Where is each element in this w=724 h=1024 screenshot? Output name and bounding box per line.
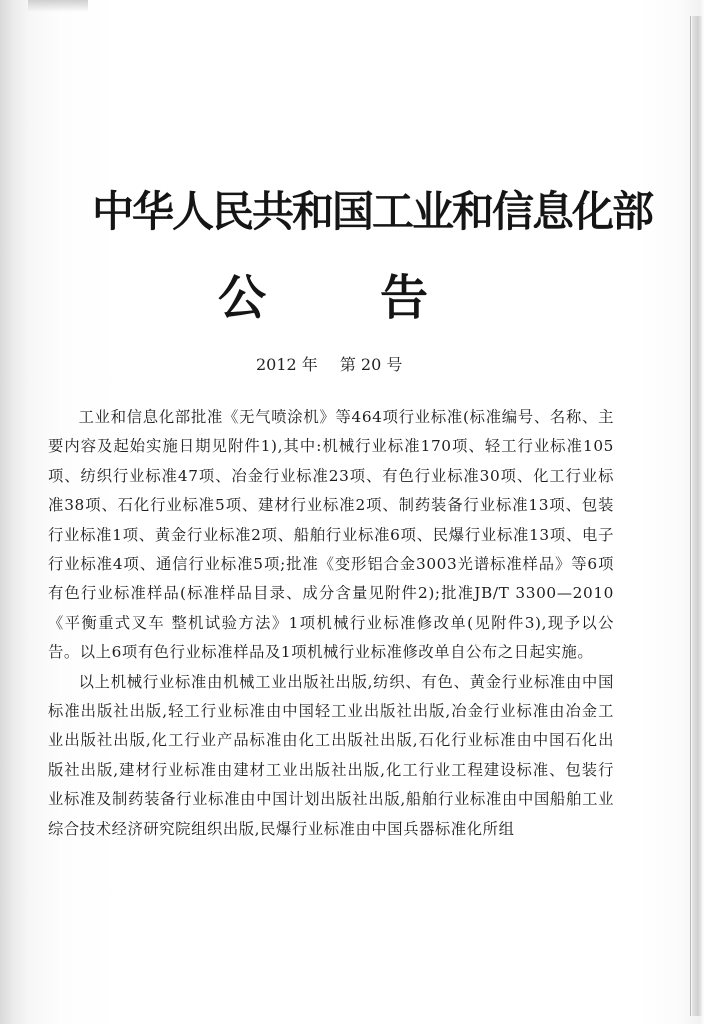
document-number [256,353,402,377]
page-corner-shadow [28,0,88,12]
announcement-char-1: 公 [218,270,267,326]
issuer-title: 中华人民共和国工业和信息化部 [92,187,653,236]
page-edge-shadow [692,16,702,1016]
body-paragraph-1: 工业和信息化部批准《无气喷涂机》等464项行业标准(标准编号、名称、主要内容及起始实施日期见附件1),其中:机械行业标准170项、轻工行业标准105项、纺织行业标准47项、冶金行业标准23项、有色行业标准30项、化工行业标准38项、石化行业标准5项、建材行业标准2项、制药装备行业标准13项、包装行业标准1项、黄金行业标准2项、船舶行业标准6项、民爆行业标准13项、电子行业标准4项、通信行业标准5项;批准《变形铝合金3003光谱标准样品》等6项有色行业标准样品(标准样品目录、成分含量见附件2);批准JB/T 3300—2010《平衡重式叉车 整机试验方法》1项机械行业标准修改单(见附件3),现予以公告。以上6项有色行业标准样品及1项机械行业标准修改单自公布之日起实施。 [48,408,614,662]
announcement-heading [0,268,724,328]
body-paragraph-2: 以上机械行业标准由机械工业出版社出版,纺织、有色、黄金行业标准由中国标准出版社出版,轻工行业标准由中国轻工业出版社出版,冶金行业标准由冶金工业出版社出版,化工行业产品标准由化工出版社出版,石化行业标准由中国石化出版社出版,建材行业标准由建材工业出版社出版,化工行业工程建设标准、包装行业标准及制药装备行业标准由中国计划出版社出版,船舶行业标准由中国船舶工业综合技术经济研究院组织出版,民爆行业标准由中国兵器标准化所组 [48,672,614,838]
announcement-char-2: 告 [380,270,429,326]
document-issue-number: 第 20 号 [339,355,403,374]
document-year: 2012 年 [256,355,318,374]
announcement-body [48,403,614,844]
page-edge-line [690,16,691,1016]
